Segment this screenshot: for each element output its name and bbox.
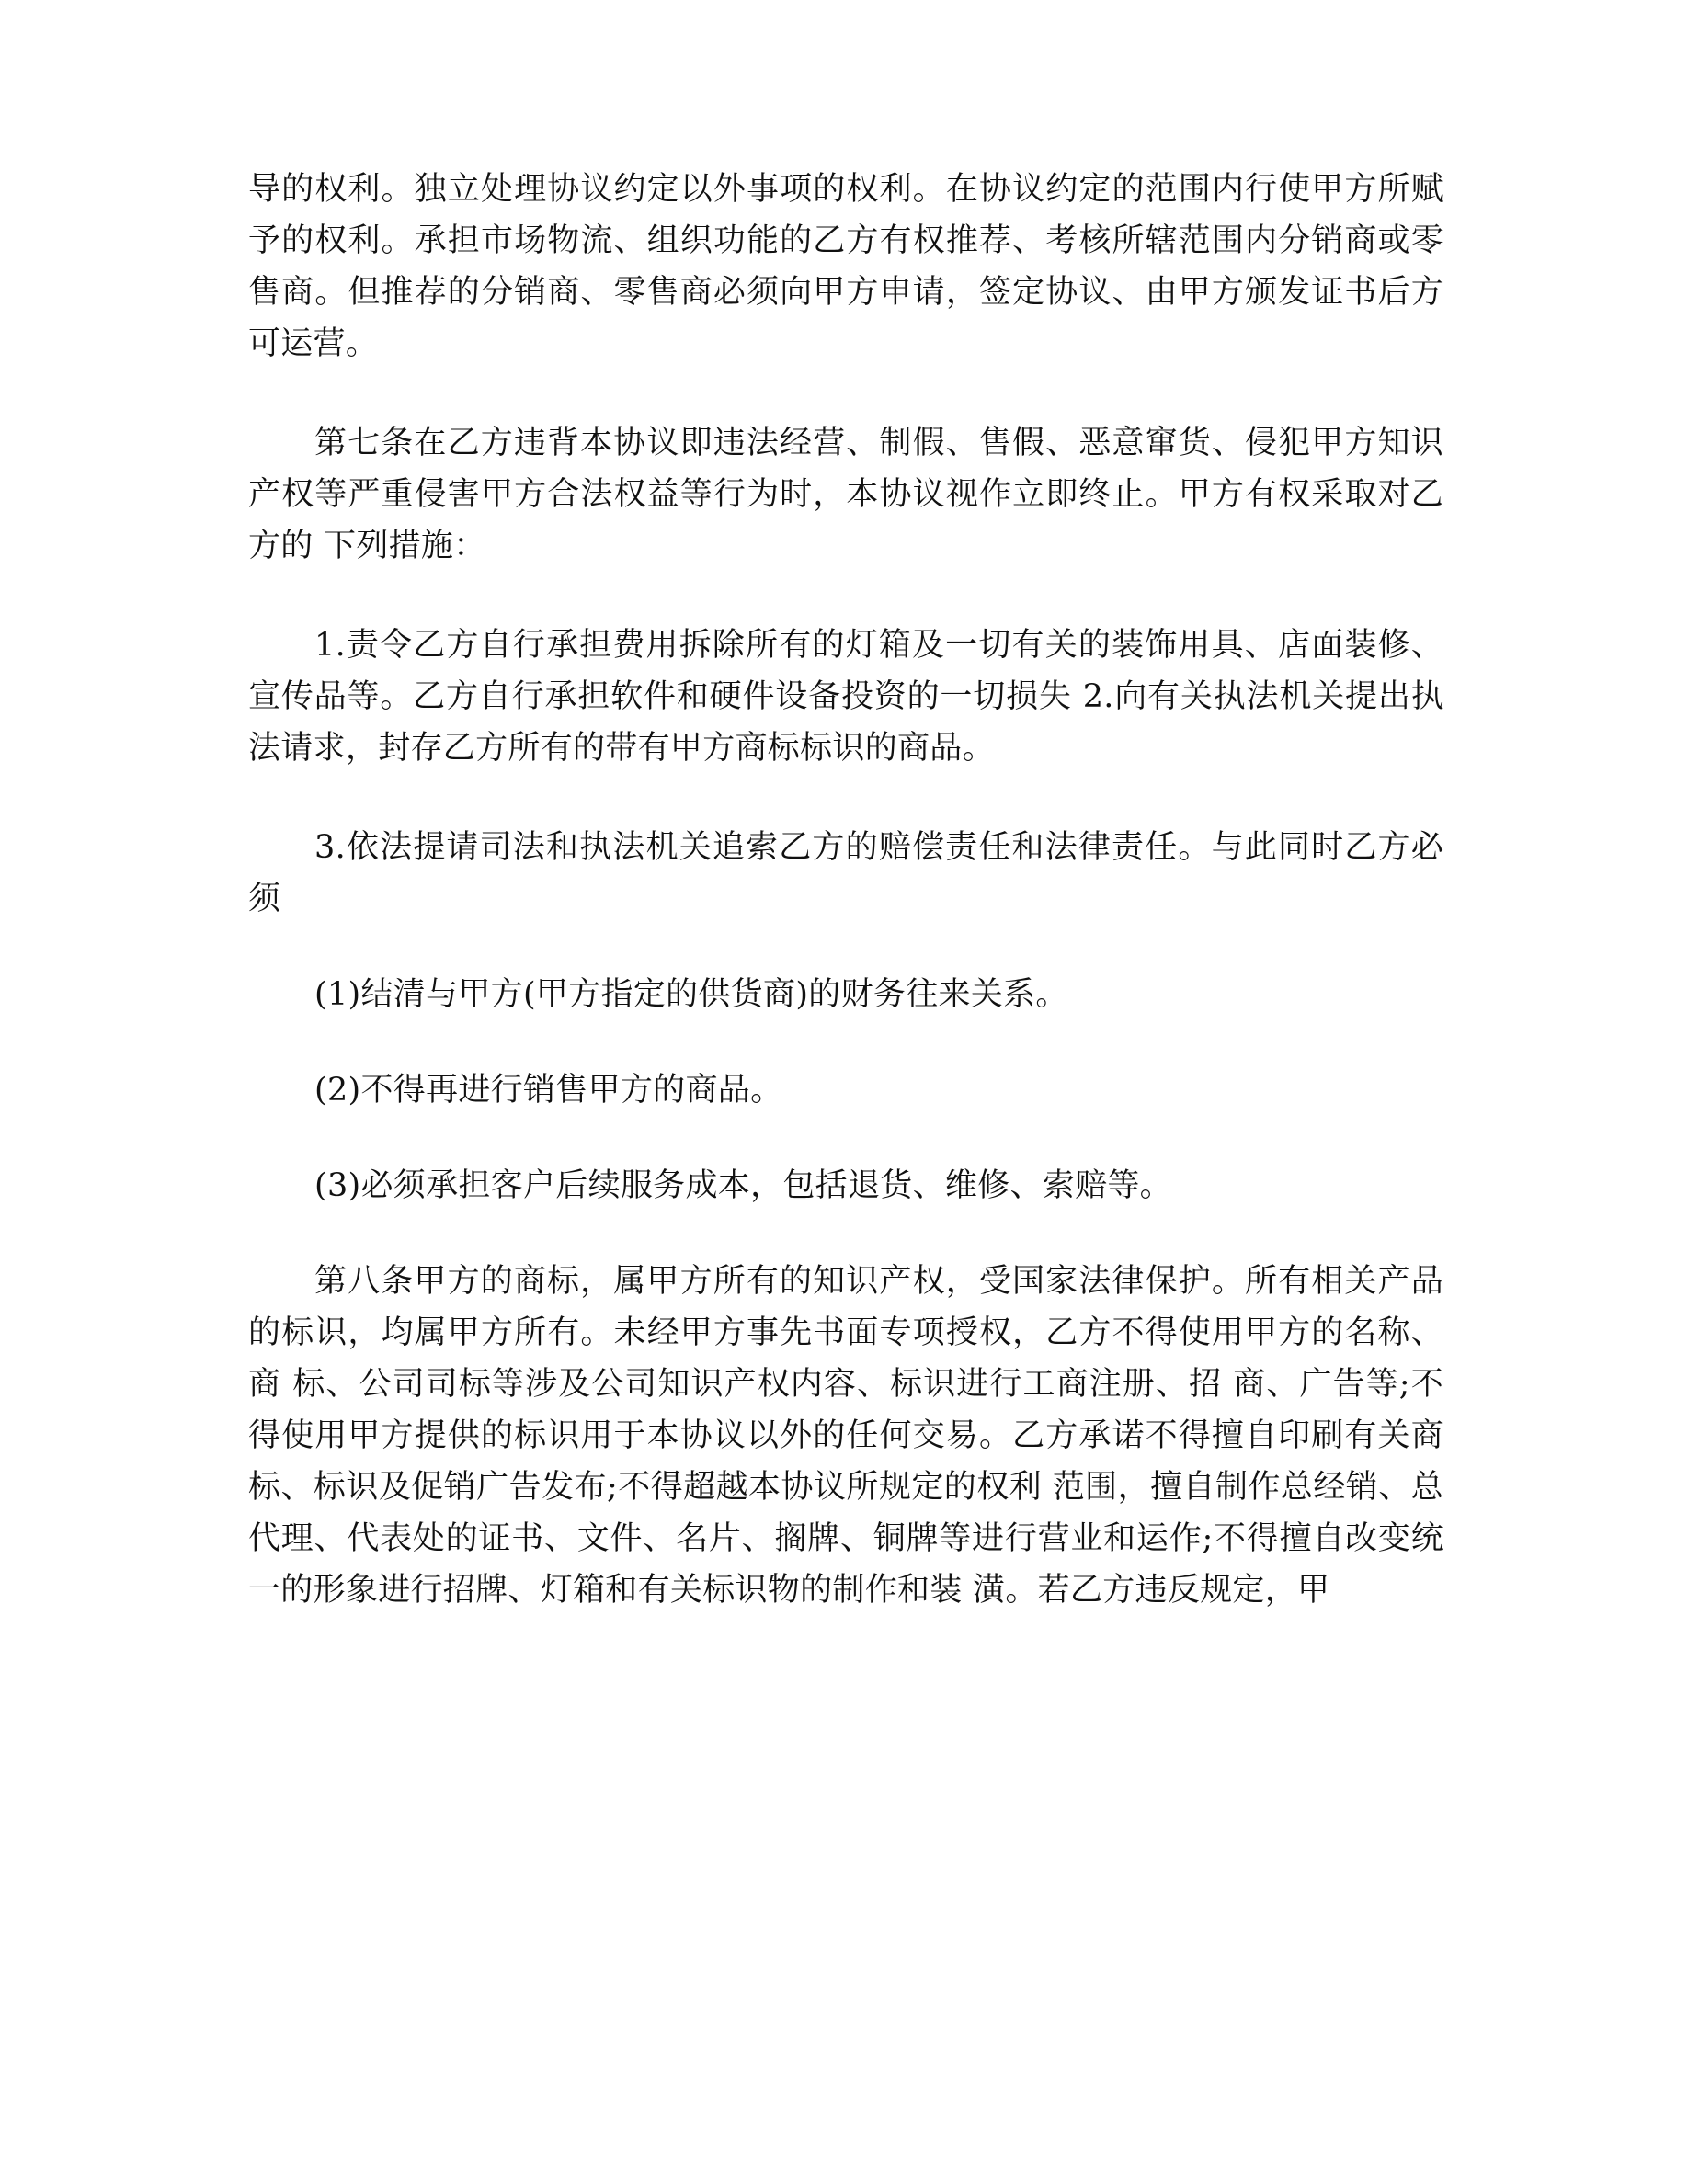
paragraph-continuation-rights: 导的权利。独立处理协议约定以外事项的权利。在协议约定的范围内行使甲方所赋予的权利。承担市场物流、组织功能的乙方有权推荐、考核所辖范围内分销商或零售商。但推荐的分销商、零售商必须向甲方申请，签定协议、由甲方颁发证书后方可运营。 (248, 171, 1443, 362)
paragraph-measure-1-2: 1.责令乙方自行承担费用拆除所有的灯箱及一切有关的装饰用具、店面装修、宣传品等。乙方自行承担软件和硬件设备投资的一切损失 2.向有关执法机关提出执法请求，封存乙方所有的带有甲方商标标识的商品。 (248, 627, 1443, 767)
document-body (248, 164, 1443, 1616)
paragraph-item-1: (1)结清与甲方(甲方指定的供货商)的财务往来关系。 (314, 976, 1068, 1013)
paragraph-article-8: 第八条甲方的商标，属甲方所有的知识产权，受国家法律保护。所有相关产品的标识，均属甲方所有。未经甲方事先书面专项授权，乙方不得使用甲方的名称、商 标、公司司标等涉及公司知识产权内容、标识进行工商注册、招 商、广告等;不得使用甲方提供的标识用于本协议以外的任何交易。乙方承诺不得擅自印刷有关商标、标识及促销广告发布;不得超越本协议所规定的权利 范围，擅自制作总经销、总代理、代表处的证书、文件、名片、搁牌、铜牌等进行营业和运作;不得擅自改变统一的形象进行招牌、灯箱和有关标识物的制作和装 潢。若乙方违反规定，甲 (248, 1263, 1443, 1609)
paragraph-article-7: 第七条在乙方违背本协议即违法经营、制假、售假、恶意窜货、侵犯甲方知识产权等严重侵害甲方合法权益等行为时，本协议视作立即终止。甲方有权采取对乙方的 下列措施： (248, 425, 1443, 564)
paragraph-measure-3: 3.依法提请司法和执法机关追索乙方的赔偿责任和法律责任。与此同时乙方必须 (248, 829, 1443, 917)
paragraph-item-3: (3)必须承担客户后续服务成本，包括退货、维修、索赔等。 (314, 1167, 1172, 1204)
paragraph-item-2: (2)不得再进行销售甲方的商品。 (314, 1072, 783, 1109)
